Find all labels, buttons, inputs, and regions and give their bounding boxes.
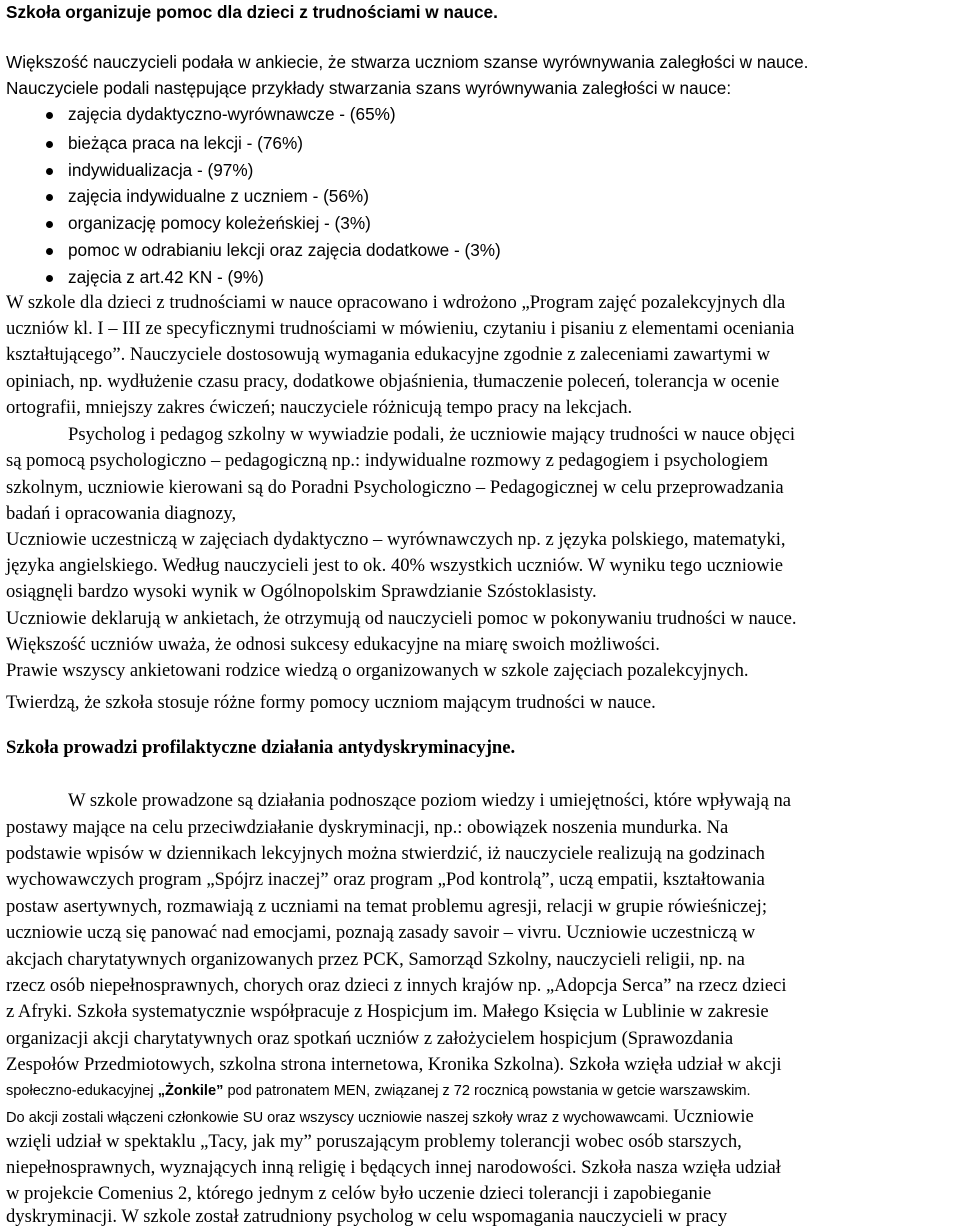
paragraph-line: osiągnęli bardzo wysoki wynik w Ogólnopolskim Sprawdzianie Szóstoklasisty.	[6, 581, 597, 602]
paragraph-line: podstawie wpisów w dziennikach lekcyjnych można stwierdzić, iż nauczyciele realizują na godzinach	[6, 843, 765, 864]
paragraph-line: kształtującego”. Nauczyciele dostosowują wymagania edukacyjne zgodnie z zaleceniami zawartymi w	[6, 344, 771, 365]
bullet-icon	[46, 112, 53, 119]
list-item	[68, 160, 253, 181]
list-item-text: pomoc w odrabianiu lekcji oraz zajęcia dodatkowe - (3%)	[68, 240, 501, 260]
list-item-text: zajęcia dydaktyczno-wyrównawcze - (65%)	[68, 104, 396, 124]
paragraph-line: akcjach charytatywnych organizowanych przez PCK, Samorząd Szkolny, nauczycieli religii, np. na	[6, 949, 745, 970]
list-item-text: zajęcia indywidualne z uczniem - (56%)	[68, 186, 369, 206]
paragraph-line: Nauczyciele podali następujące przykłady stwarzania szans wyrównywania zaległości w nauce:	[6, 78, 732, 98]
paragraph-line: w projekcie Comenius 2, którego jednym z celów było uczenie dzieci tolerancji i zapobieganie	[6, 1183, 712, 1204]
paragraph-line: W szkole dla dzieci z trudnościami w nauce opracowano i wdrożono „Program zajęć pozalekcyjnych dla	[6, 292, 786, 313]
campaign-name: „Żonkile”	[157, 1083, 224, 1099]
paragraph-line: niepełnosprawnych, wyznających inną religię i będących innej narodowości. Szkoła nasza wzięła udział	[6, 1157, 781, 1178]
text-run: Uczniowie	[668, 1106, 754, 1127]
paragraph-line: uczniowie uczą się panować nad emocjami, poznają zasady savoir – vivru. Uczniowie uczestniczą w	[6, 922, 756, 943]
text-run: pod patronatem MEN, związanej z 72 rocznicą powstania w getcie warszawskim.	[223, 1083, 751, 1099]
bullet-icon	[46, 248, 53, 255]
paragraph-line: są pomocą psychologiczno – pedagogiczną np.: indywidualne rozmowy z pedagogiem i psychologiem	[6, 450, 769, 471]
list-item	[68, 213, 371, 234]
paragraph-line	[6, 1083, 751, 1101]
paragraph-line: Większość nauczycieli podała w ankiecie, że stwarza uczniom szanse wyrównywania zaległości w nauce.	[6, 52, 809, 72]
bullet-icon	[46, 168, 53, 175]
paragraph-line: uczniów kl. I – III ze specyficznymi trudnościami w mówieniu, czytaniu i pisaniu z elementami oceniania	[6, 318, 795, 339]
list-item	[68, 267, 264, 288]
list-item-text: zajęcia z art.42 KN - (9%)	[68, 267, 264, 287]
section-title-support: Szkoła organizuje pomoc dla dzieci z trudnościami w nauce.	[6, 2, 498, 22]
paragraph-line: Twierdzą, że szkoła stosuje różne formy pomocy uczniom mającym trudności w nauce.	[6, 692, 656, 713]
list-item-text: organizację pomocy koleżeńskiej - (3%)	[68, 213, 371, 233]
list-item-text: bieżąca praca na lekcji - (76%)	[68, 133, 304, 153]
paragraph-line	[6, 1106, 754, 1128]
text-run: społeczno-edukacyjnej	[6, 1083, 158, 1099]
paragraph-line: Uczniowie deklarują w ankietach, że otrzymują od nauczycieli pomoc w pokonywaniu trudności w nauce.	[6, 608, 797, 629]
paragraph-line: postaw asertywnych, rozmawiają z uczniami na temat problemu agresji, relacji w grupie rówieśniczej;	[6, 896, 768, 917]
paragraph-line: z Afryki. Szkoła systematycznie współpracuje z Hospicjum im. Małego Księcia w Lublinie w zakresie	[6, 1001, 769, 1022]
paragraph-line: postawy mające na celu przeciwdziałanie dyskryminacji, np.: obowiązek noszenia mundurka. Na	[6, 817, 729, 838]
paragraph-line: rzecz osób niepełnosprawnych, chorych oraz dzieci z innych krajów np. „Adopcja Serca” na rzecz dzieci	[6, 975, 787, 996]
bullet-icon	[46, 141, 53, 148]
paragraph-line: Zespołów Przedmiotowych, szkolna strona internetowa, Kronika Szkolna). Szkoła wzięła udział w akcji	[6, 1054, 782, 1075]
paragraph-line: Prawie wszyscy ankietowani rodzice wiedzą o organizowanych w szkole zajęciach pozalekcyjnych.	[6, 660, 749, 681]
paragraph-line: Psycholog i pedagog szkolny w wywiadzie podali, że uczniowie mający trudności w nauce objęci	[68, 424, 796, 445]
text-run: Do akcji zostali włączeni członkowie SU oraz wszyscy uczniowie naszej szkoły wraz z wychowawcami.	[6, 1110, 669, 1126]
paragraph-line: wzięli udział w spektaklu „Tacy, jak my” poruszającym problemy tolerancji wobec osób starszych,	[6, 1131, 742, 1152]
paragraph-line: W szkole prowadzone są działania podnoszące poziom wiedzy i umiejętności, które wpływają na	[68, 790, 792, 811]
paragraph-line: szkolnym, uczniowie kierowani są do Poradni Psychologiczno – Pedagogicznej w celu przeprowadzania	[6, 477, 784, 498]
paragraph-line: ortografii, mniejszy zakres ćwiczeń; nauczyciele różnicują tempo pracy na lekcjach.	[6, 397, 633, 418]
list-item	[68, 186, 369, 207]
paragraph-line: dyskryminacji. W szkole został zatrudniony psycholog w celu wspomagania nauczycieli w pracy	[6, 1206, 728, 1227]
list-item	[68, 240, 501, 261]
paragraph-line: Uczniowie uczestniczą w zajęciach dydaktyczno – wyrównawczych np. z języka polskiego, matematyki,	[6, 529, 786, 550]
section-title-antidiscrimination: Szkoła prowadzi profilaktyczne działania antydyskryminacyjne.	[6, 737, 516, 758]
paragraph-line: badań i opracowania diagnozy,	[6, 503, 237, 524]
list-item-text: indywidualizacja - (97%)	[68, 160, 254, 180]
paragraph-line: języka angielskiego. Według nauczycieli jest to ok. 40% wszystkich uczniów. W wyniku tego uczniowie	[6, 555, 784, 576]
bullet-icon	[46, 194, 53, 201]
bullet-icon	[46, 221, 53, 228]
bullet-icon	[46, 275, 53, 282]
list-item	[68, 133, 303, 154]
paragraph-line: wychowawczych program „Spójrz inaczej” oraz program „Pod kontrolą”, uczą empatii, kształtowania	[6, 869, 765, 890]
list-item	[68, 104, 396, 125]
paragraph-line: opiniach, np. wydłużenie czasu pracy, dodatkowe objaśnienia, tłumaczenie poleceń, tolerancja w ocenie	[6, 371, 780, 392]
paragraph-line: organizacji akcji charytatywnych oraz spotkań uczniów z założycielem hospicjum (Sprawozdania	[6, 1028, 734, 1049]
paragraph-line: Większość uczniów uważa, że odnosi sukcesy edukacyjne na miarę swoich możliwości.	[6, 634, 660, 655]
